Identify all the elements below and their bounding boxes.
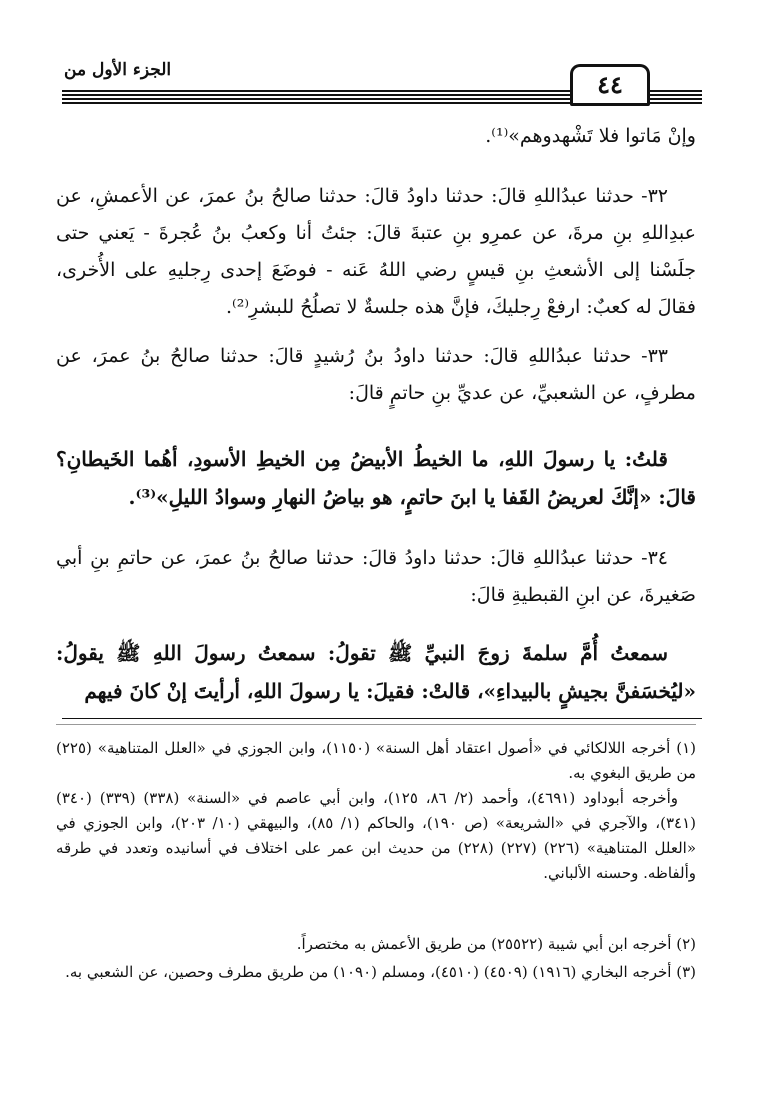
footnote-1: (١) أخرجه اللالكائي في «أصول اعتقاد أهل السنة» (١١٥٠)، وابن الجوزي في «العلل المتناهية» (٢٢٥) من طريق البغوي به. <box>56 739 696 782</box>
footnote-2: (٢) أخرجه ابن أبي شيبة (٢٥٥٢٢) من طريق الأعمش به مختصراً. <box>296 935 696 953</box>
footnote-separator <box>56 724 696 725</box>
running-title: الجزء الأول من <box>64 60 172 80</box>
footnote-3: (٣) أخرجه البخاري (١٩١٦) (٤٥٠٩) (٤٥١٠)، ومسلم (١٠٩٠) من طريق مطرف وحصين، عن الشعبي به. <box>65 963 696 981</box>
hadith-33-matn: قلتُ: يا رسولَ اللهِ، ما الخيطُ الأبيضُ مِن الخيطِ الأسودِ، أهُما الخَيطانِ؟ قالَ: «إنَّكَ لعريضُ القَفا يا ابنَ حاتمٍ، هو بياضُ النهارِ وسوادُ الليلِ»⁽³⁾. <box>56 447 696 509</box>
hadith-34-isnad <box>56 540 696 614</box>
page-number: ٤٤ <box>570 64 650 106</box>
hadith-32-text: حدثنا عبدُاللهِ قالَ: حدثنا داودُ قالَ: حدثنا صالحُ بنُ عمرَ، عن الأعمشِ، عن عبدِاللهِ بنِ مرةَ، عن عمرِو بنِ عتبةَ قالَ: جئتُ أنا وكعبُ بنُ عُجرةَ - يَعني حتى جلَسْنا إلى الأشعثِ بنِ قيسٍ رضي اللهُ عَنه - فوضَعَ إحدى رِجليهِ على الأُخرى، فقالَ له كعبٌ: ارفعْ رِجليكَ، فإنَّ هذه جلسةٌ لا تصلُحُ للبشرِ⁽²⁾. <box>56 185 696 318</box>
hadith-33-isnad <box>56 338 696 412</box>
text-underline <box>62 718 702 719</box>
hadith-34-matn: سمعتُ أُمَّ سلمةَ زوجَ النبيِّ ﷺ تقولُ: سمعتُ رسولَ اللهِ ﷺ يقولُ: «ليُخسَفنَّ بجيشٍ بالبيداءِ»، قالتْ: فقيلَ: يا رسولَ اللهِ، أرأيتَ إنْ كانَ فيهم <box>56 641 696 703</box>
footnote-1-continued: وأخرجه أبوداود (٤٦٩١)، وأحمد (٢/ ٨٦، ١٢٥)، وابن أبي عاصم في «السنة» (٣٣٨) (٣٣٩) (٣٤٠) (٣٤١)، والآجري في «الشريعة» (ص ١٩٠)، والحاكم (١/ ٨٥)، والبيهقي (١٠/ ٢٠٣)، وابن الجوزي في «العلل المتناهية» (٢٢٦) (٢٢٧) (٢٢٨) من حديث ابن عمر على اختلاف في أسانيده وتعدد في طرقه وألفاظه. وحسنه الألباني. <box>56 789 697 882</box>
hadith-34-isnad-text: حدثنا عبدُاللهِ قالَ: حدثنا داودُ قالَ: حدثنا صالحُ بنُ عمرَ، عن حاتمِ بنِ أبي صَغيرةَ، عن ابنِ القبطيةِ قالَ: <box>56 547 696 606</box>
hadith-33-isnad-text: حدثنا عبدُاللهِ قالَ: حدثنا داودُ بنُ رُشيدٍ قالَ: حدثنا صالحُ بنُ عمرَ، عن مطرفٍ، عن الشعبيِّ، عن عديِّ بنِ حاتمٍ قالَ: <box>56 345 696 404</box>
hadith-32-number: ٣٢- <box>641 185 668 207</box>
hadith-34-number: ٣٤- <box>641 547 668 569</box>
paragraph-continuation: وإنْ مَاتوا فلا تَشْهدوهم»⁽¹⁾. <box>485 125 696 147</box>
hadith-32 <box>56 178 696 326</box>
hadith-33-number: ٣٣- <box>641 345 668 367</box>
